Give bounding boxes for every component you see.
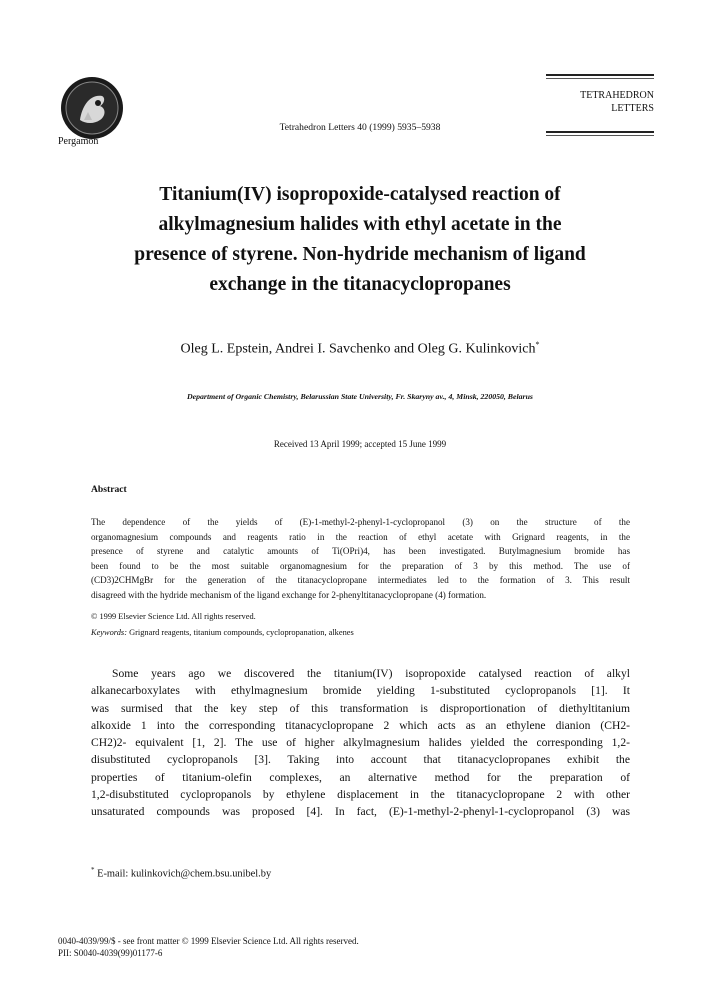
top-rule-thin [546,78,654,79]
abstract-line: disagreed with the hydride mechanism of the ligand exchange for 2-phenyltitanacyclopropane (4) formation. [91,589,487,600]
footnote-email: E-mail: kulinkovich@chem.bsu.unibel.by [97,868,272,880]
abstract-text [91,515,630,603]
bottom-rule-thin [546,135,654,136]
journal-name [546,89,654,115]
body-line: disubstituted cyclopropanols [3]. Taking into account that titanacyclopropanes exhibit the [91,753,630,767]
abstract-line: (CD3)2CHMgBr for the generation of the titanacyclopropane intermediates led to the formation of 3. This result [91,575,630,586]
footnote [91,866,271,879]
journal-name-line1: TETRAHEDRON [580,90,654,101]
footnote-mark: * [91,866,95,874]
body-line: alkoxide 1 into the corresponding titanacyclopropane 2 which acts as an ethylene dianion (CH2- [91,718,630,732]
body-text [91,665,630,821]
abstract-line: presence of styrene and catalytic amounts of Ti(OPri)4, has been investigated. Butylmagnesium bromide has [91,546,630,557]
issn-line: 0040-4039/99/$ - see front matter © 1999 Elsevier Science Ltd. All rights reserved. [58,936,359,946]
title-line: Titanium(IV) isopropoxide-catalysed reaction of [159,184,561,205]
article-title [60,180,660,300]
abstract-copyright: © 1999 Elsevier Science Ltd. All rights reserved. [91,612,256,621]
journal-name-line2: LETTERS [611,103,654,114]
body-line: alkanecarboxylates with ethylmagnesium bromide yielding 1-substituted cyclopropanols [1]. It [91,684,630,698]
title-line: exchange in the titanacyclopropanes [209,274,511,295]
abstract-line: The dependence of the yields of (E)-1-methyl-2-phenyl-1-cyclopropanol (3) on the structure of the [91,517,630,527]
bottom-rule [546,131,654,133]
body-line: CH2)2- equivalent [1, 2]. The use of higher alkylmagnesium halides yielded the corresponding 1,2- [91,736,630,750]
author-names: Oleg L. Epstein, Andrei I. Savchenko and Oleg G. Kulinkovich [180,341,536,357]
body-line: Some years ago we discovered the titanium(IV) isopropoxide catalysed reaction of alkyl [112,667,630,680]
body-line: unsaturated compounds was proposed [4]. In fact, (E)-1-methyl-2-phenyl-1-cyclopropanol (3) was [91,805,630,819]
abstract-line: organomagnesium compounds and reagents ratio in the reaction of ethyl acetate with Grignard reagents, in the [91,531,630,542]
title-line: presence of styrene. Non-hydride mechanism of ligand [134,244,586,265]
affiliation: Department of Organic Chemistry, Belarussian State University, Fr. Skaryny av., 4, Minsk, 220050, Belarus [187,392,533,401]
journal-name-block [546,74,654,136]
authors [0,340,720,358]
top-rule [546,74,654,76]
body-line: 1,2-disubstituted cyclopropanols by ethylene displacement in the titanacyclopropane 2 with other [91,788,630,802]
body-line: properties of titanium-olefin complexes, an alternative method for the preparation of [91,770,630,784]
received-dates: Received 13 April 1999; accepted 15 June 1999 [273,439,447,449]
title-line: alkylmagnesium halides with ethyl acetate in the [158,214,562,235]
journal-citation: Tetrahedron Letters 40 (1999) 5935–5938 [279,122,441,133]
body-line: was surmised that the key step of this transformation is disproportionation of diethyltitanium [91,701,630,715]
pii-line: PII: S0040-4039(99)01177-6 [58,948,163,958]
keywords-label: Keywords: [91,628,127,637]
keywords-list: Grignard reagents, titanium compounds, cyclopropanation, alkenes [129,628,354,637]
keywords [91,628,354,637]
abstract-line: been found to be the most suitable organomagnesium for the preparation of 3 by this method. The use of [91,560,630,571]
publisher-name: Pergamon [58,136,99,147]
corresponding-author-mark: * [535,340,540,349]
abstract-heading: Abstract [91,484,127,495]
